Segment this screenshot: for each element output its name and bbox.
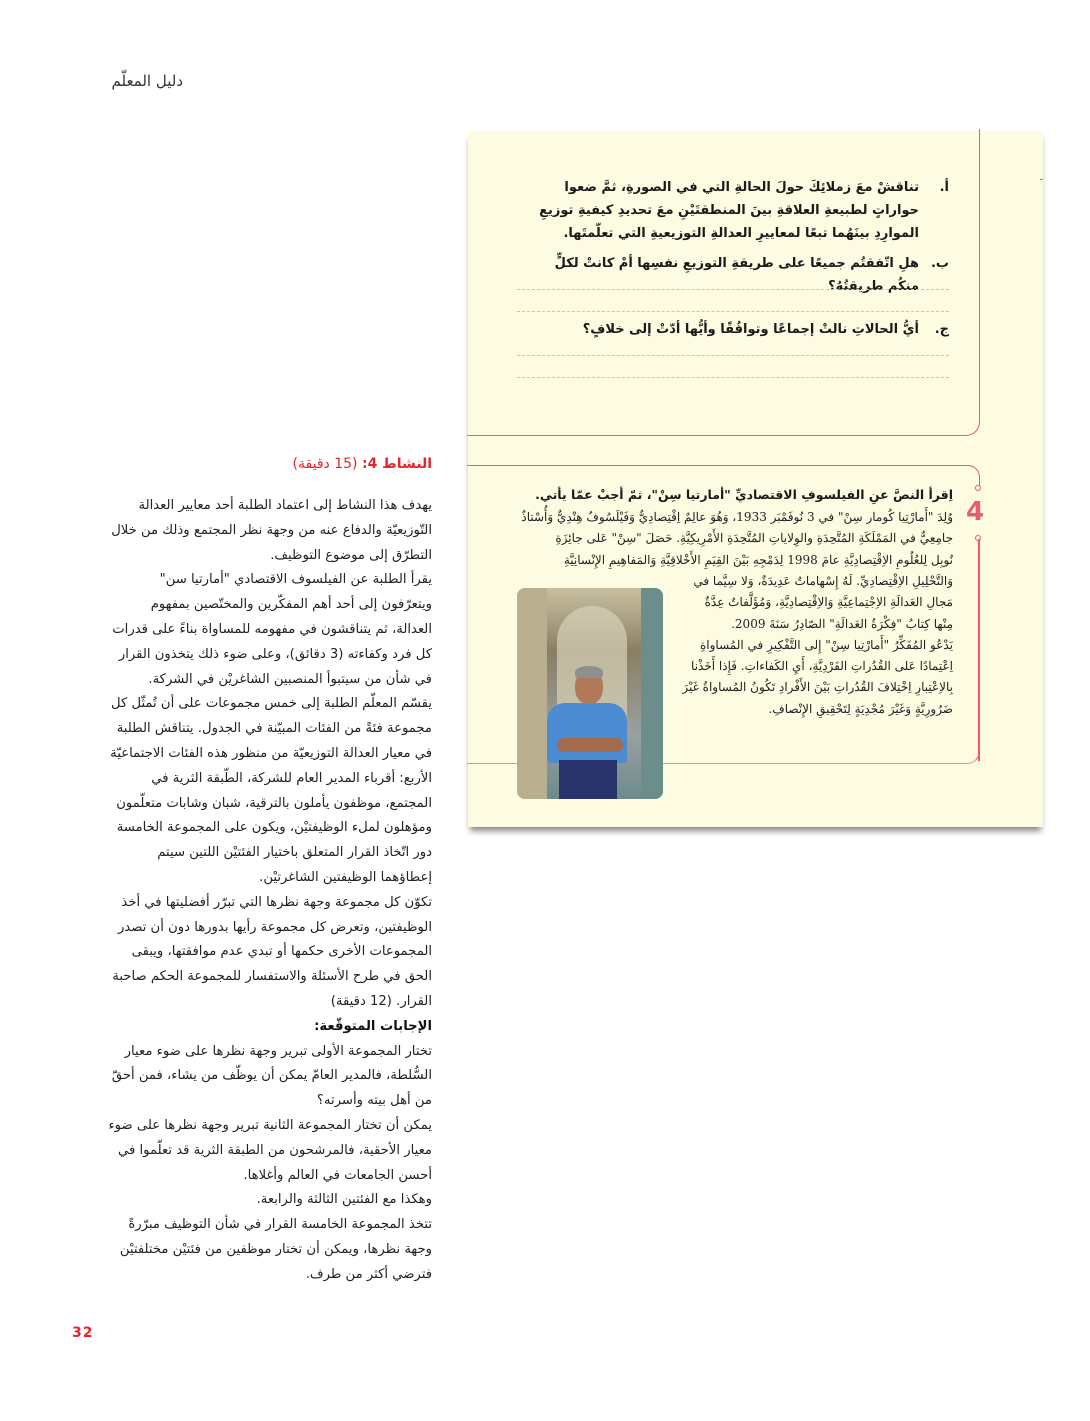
answer-paragraph: تختار المجموعة الأولى تبرير وجهة نظرها على ضوء معيار السُّلطة، فالمدير العامّ يمكن أن يوظّف من يشاء، فمن أحقّ من أهل بيته وأسرته؟	[111, 1043, 432, 1109]
answer-paragraph: وهكذا مع الفئتين الثالثة والرابعة.	[256, 1192, 432, 1208]
activity4-box-top-border	[467, 465, 980, 486]
question-text: أيُّ الحالاتِ نالتْ إجماعًا وتوافُقًا وأيُّها أدّتْ إلى خلافٍ؟	[582, 322, 919, 337]
bio-line: بِالاِعْتِبارِ اِخْتِلافَ القُدُراتِ بَيْنَ الأَفْرادِ تَكُونُ المُساواةُ غَيْرَ	[682, 680, 953, 695]
answer-paragraph: تتخذ المجموعة الخامسة القرار في شأن التوظيف مبرّرةً وجهة نظرها، ويمكن أن تختار موظفين من فئتيْن مختلفتيْن فترضي أكثر من طرف.	[119, 1217, 432, 1282]
bio-line: اِعْتِمادًا عَلى القُدُراتِ الفَرْدِيَّةِ، أَيِ الكَفاءاتِ. فَإِذا أَخَذْنا	[691, 659, 953, 674]
answer-line[interactable]	[517, 377, 949, 378]
amartya-sen-photo	[517, 588, 663, 799]
guide-title: دليل المعلّم	[111, 72, 183, 90]
activity-label: النشاط 4:	[361, 456, 432, 472]
bio-line: يَدْعُو المُفَكِّرُ "أَمارْتِيا سِنْ" إِلى التَّفْكِيرِ في المُساواةِ	[700, 637, 953, 652]
teacher-guide-body	[108, 494, 432, 1288]
bio-line: ضَرُورِيَّةٍ وَغَيْرَ مُجْدِيَةٍ لِتَحْقِيقِ الإِنْصافِ.	[768, 701, 953, 716]
bio-paragraph-side	[677, 571, 953, 720]
guide-paragraph: يقسّم المعلّم الطلبة إلى خمس مجموعات على أن تُمثّل كل مجموعة فئةً من الفئات المبيّنة في الجدول. يتناقش الطلبة في معيار العدالة التوزيعيّة من منظور هذه الفئات الاجتماعيّة الأربع: أقرباء المدير العام للشركة، الطّبقة الثرية في المجتمع، موظفون يأملون بالترقية، شبان وشابات متعلّمون ومؤهلون لملء الوظيفتيْن، ويكون على المجموعة الخامسة دور اتّخاذ القرار المتعلق باختيار الفئتيْن اللتين سيتم إعطاؤهما الوظيفتين الشاغرتيْن.	[110, 696, 432, 885]
question-letter: أ.	[939, 180, 949, 195]
activity4-instruction: اِقرأ النصَّ عنِ الفيلسوفِ الاقتصاديِّ "أمارتيا سِنْ"، ثمّ أجبْ عمّا يأتي.	[535, 487, 953, 502]
expected-answers-heading: الإجابات المتوقّعة:	[314, 1018, 432, 1034]
edge-mark	[1040, 179, 1043, 180]
answer-line[interactable]	[517, 311, 949, 312]
activity4-box-side-border	[978, 539, 980, 761]
bio-line: نُوبِل لِلعُلُومِ الاِقْتِصادِيَّةِ عامَ 1998 لِدَمْجِهِ بَيْنَ القِيَمِ الأَخْلاقِيَّةِ وَالمَفاهِيمِ الإِنْسانِيَّةِ	[563, 552, 953, 567]
activity-title	[108, 456, 432, 472]
bio-line: وَالتَّحْلِيلِ الاِقْتِصادِيِّ. لَهُ إِسْهاماتٌ عَدِيدَةٌ، وَلا سِيَّما في	[693, 574, 953, 588]
question-a	[529, 176, 949, 245]
answer-line[interactable]	[517, 289, 949, 290]
bio-line: مَجالِ العَدالَةِ الاِجْتِماعِيَّةِ وَالاِقْتِصادِيَّةِ، وَمُؤَلَّفاتٌ عِدَّةٌ	[704, 595, 953, 610]
bio-line: وُلِدَ "أَمارْتِيا كُومار سِنْ" في 3 نُوفَمْبَر 1933، وَهُوَ عالِمٌ اِقْتِصادِيٌّ وَفَيْلَسُوفٌ هِنْدِيٌّ وَأُسْتاذٌ	[521, 510, 953, 524]
question-letter: ج.	[934, 322, 949, 337]
guide-paragraph: يهدف هذا النشاط إلى اعتماد الطلبة أحد معايير العدالة التّوزيعيّة والدفاع عنه من وجهة نظر المجتمع وذلك من خلال التطرّق إلى موضوع التوظيف.	[111, 498, 432, 563]
answer-paragraph: يمكن أن تختار المجموعة الثانية تبرير وجهة نظرها على ضوء معيار الأحقية، فالمرشحون من الطبقة الثرية قد تعلّموا في أحسن الجامعات في العالم وأغلاها.	[108, 1117, 432, 1183]
question-b	[529, 252, 949, 298]
bio-paragraph-top	[513, 507, 953, 571]
question-letter: ب.	[930, 256, 949, 271]
ring-marker-top	[975, 485, 981, 491]
guide-paragraph: يقرأ الطلبة عن الفيلسوف الاقتصادي "أمارتيا سن" ويتعرّفون إلى أحد أهم المفكّرين والمختّصين بمفهوم العدالة، ثم يتناقشون في مفهومه للمساواة بناءً على قدرات كل فرد وكفاءته (3 دقائق)، وعلى ضوء ذلك يتخذون القرار في شأن من سيتبوأ المنصبين الشاغريْن في الشركة.	[112, 572, 432, 687]
bio-line: جامِعِيٌّ في المَمْلَكَةِ المُتَّحِدَةِ والوِلاياتِ المُتَّحِدَةِ الأَمْرِيكِيَّةِ. حَصَلَ "سِنْ" عَلى جائِزَةِ	[555, 531, 953, 546]
activity-duration: (15 دقيقة)	[292, 456, 358, 472]
student-book-panel	[468, 131, 1043, 827]
answer-line[interactable]	[517, 355, 949, 356]
question-text: هلِ اتّفقتُم جميعًا على طريقةِ التوزيعِ نفسِها أمْ كانتْ لكلٍّ منكُم طريقتُهُ؟	[554, 256, 919, 294]
question-text: تناقشْ معَ زملائِكَ حولَ الحالةِ التي في الصورةِ، ثمَّ ضعوا حواراتٍ لطبيعةِ العلاقةِ بينَ المنطقتَيْنِ معَ تحديدِ كيفيةِ توزيعِ الموارِدِ بينَهُما تبعًا لمعاييرِ العدالةِ التوزيعيةِ التي تعلّمتَها.	[539, 180, 919, 241]
question-c	[529, 318, 949, 341]
bio-line: مِنْها كِتابُ "فِكْرَةُ العَدالَةِ" الصّادِرُ سَنَةَ 2009.	[731, 616, 953, 631]
page-number: 32	[72, 1325, 94, 1341]
guide-paragraph: تكوّن كل مجموعة وجهة نظرها التي تبرّر أفضليتها في أخذ الوظيفتين، وتعرض كل مجموعة رأيها بدورها دون أن تصدر المجموعات الأخرى حكمها أو تبدي عدم موافقتها، ويبقى الحق في طرح الأسئلة والاستفسار للمجموعة الحكم صاحبة القرار. (12 دقيقة)	[112, 894, 432, 1009]
activity-number: 4	[966, 497, 985, 527]
